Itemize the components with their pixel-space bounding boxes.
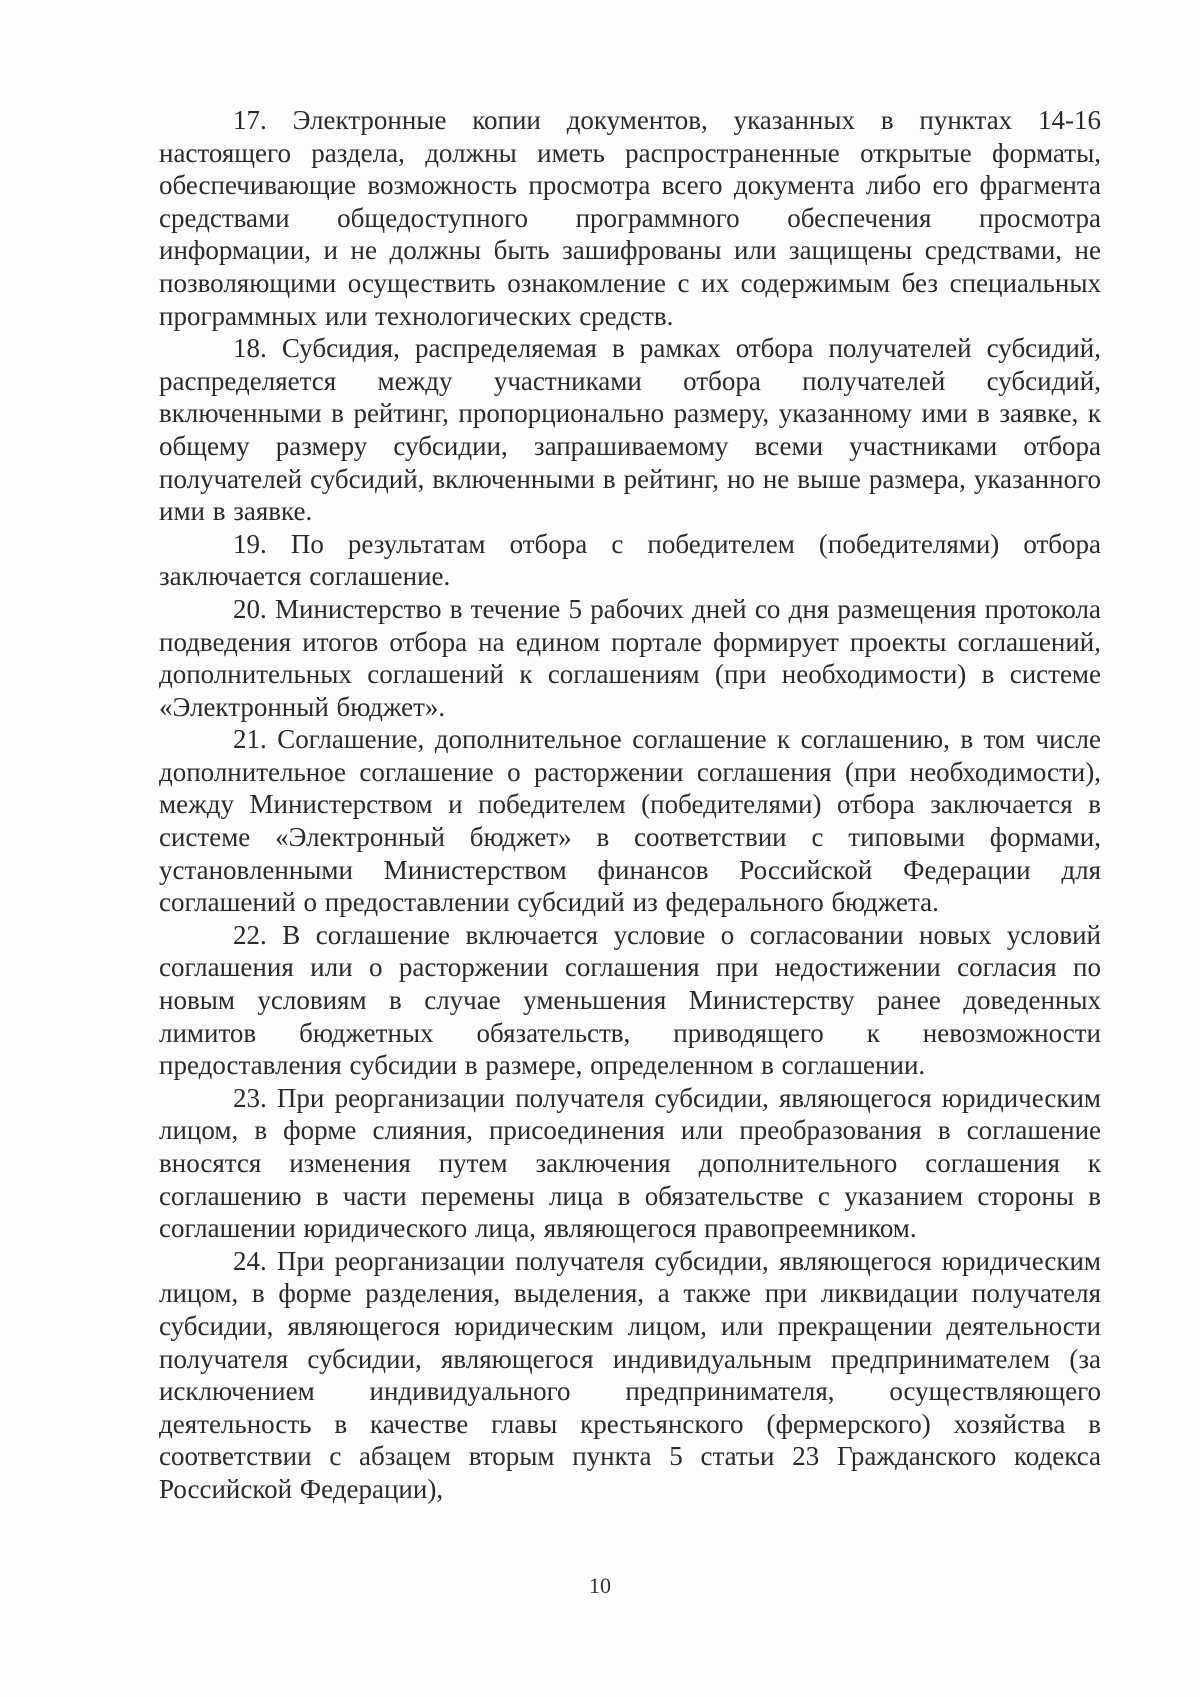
page-body: [159, 104, 1101, 1506]
paragraph-24: 24. При реорганизации получателя субсидии, являющегося юридическим лицом, в форме разделения, выделения, а также при ликвидации получателя субсидии, являющегося юридическим лицом, или прекращении деятельности получателя субсидии, являющегося индивидуальным предпринимателем (за исключением индивидуального предпринимателя, осуществляющего деятельность в качестве главы крестьянского (фермерского) хозяйства в соответствии с абзацем вторым пункта 5 статьи 23 Гражданского кодекса Российской Федерации),: [159, 1245, 1101, 1504]
paragraph-19: 19. По результатам отбора с победителем (победителями) отбора заключается соглашение.: [159, 528, 1101, 592]
paragraph-18: 18. Субсидия, распределяемая в рамках отбора получателей субсидий, распределяется между участниками отбора получателей субсидий, включенными в рейтинг, пропорционально размеру, указанному ими в заявке, к общему размеру субсидии, запрашиваемому всеми участниками отбора получателей субсидий, включенными в рейтинг, но не выше размера, указанного ими в заявке.: [159, 333, 1101, 527]
paragraph-22: 22. В соглашение включается условие о согласовании новых условий соглашения или о расторжении соглашения при недостижении согласия по новым условиям в случае уменьшения Министерству ранее доведенных лимитов бюджетных обязательств, приводящего к невозможности предоставления субсидии в размере, определенном в соглашении.: [159, 919, 1101, 1081]
paragraph-20: 20. Министерство в течение 5 рабочих дней со дня размещения протокола подведения итогов отбора на едином портале формирует проекты соглашений, дополнительных соглашений к соглашениям (при необходимости) в системе «Электронный бюджет».: [159, 593, 1101, 722]
paragraph-17: 17. Электронные копии документов, указанных в пунктах 14-16 настоящего раздела, должны иметь распространенные открытые форматы, обеспечивающие возможность просмотра всего документа либо его фрагмента средствами общедоступного программного обеспечения просмотра информации, и не должны быть зашифрованы или защищены средствами, не позволяющими осуществить ознакомление с их содержимым без специальных программных или технологических средств.: [159, 105, 1101, 331]
paragraph-23: 23. При реорганизации получателя субсидии, являющегося юридическим лицом, в форме слияния, присоединения или преобразования в соглашение вносятся изменения путем заключения дополнительного соглашения к соглашению в части перемены лица в обязательстве с указанием стороны в соглашении юридического лица, являющегося правопреемником.: [159, 1082, 1101, 1244]
page-number: 10: [589, 1573, 611, 1598]
paragraph-21: 21. Соглашение, дополнительное соглашение к соглашению, в том числе дополнительное соглашение о расторжении соглашения (при необходимости), между Министерством и победителем (победителями) отбора заключается в системе «Электронный бюджет» в соответствии с типовыми формами, установленными Министерством финансов Российской Федерации для соглашений о предоставлении субсидий из федерального бюджета.: [159, 724, 1101, 918]
